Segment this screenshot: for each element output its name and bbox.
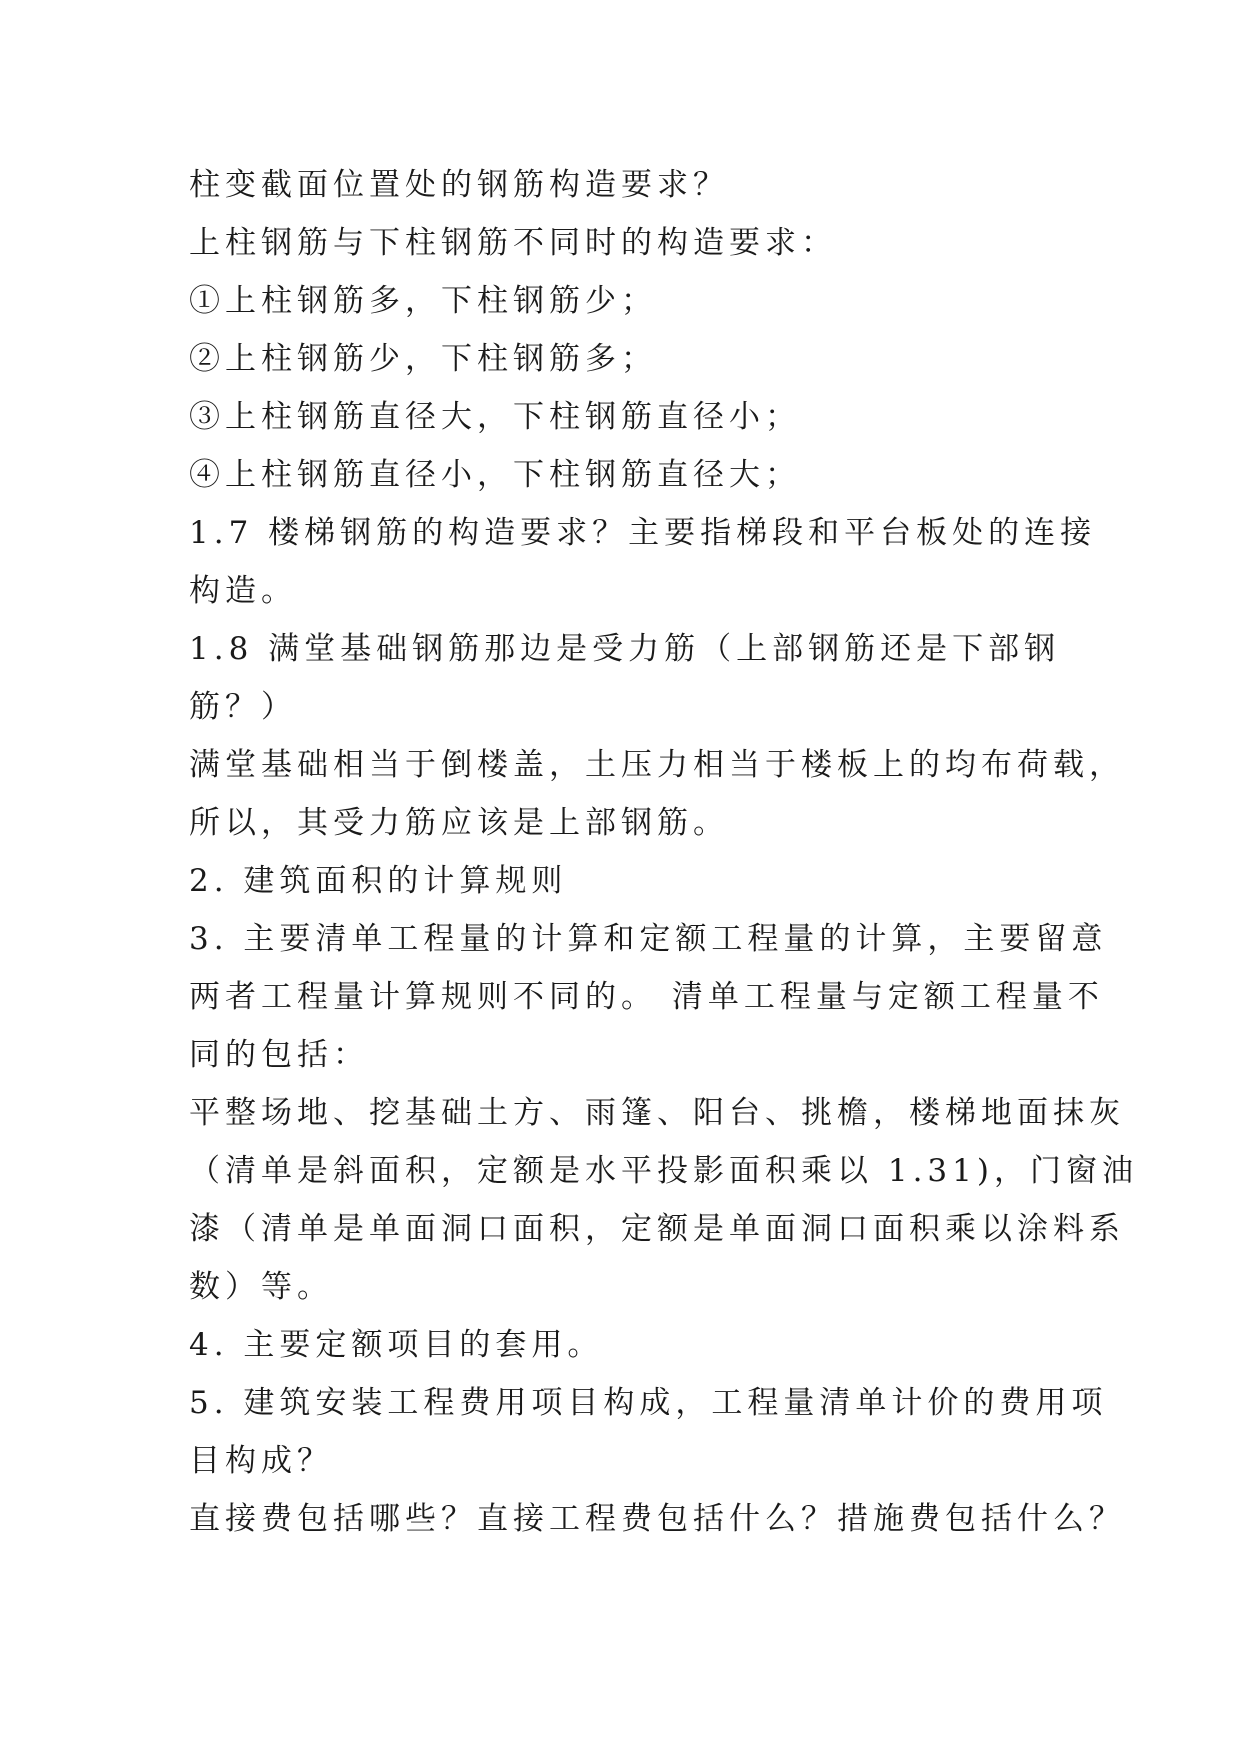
- text-line: 构造。: [189, 573, 297, 609]
- text-line: 柱变截面位置处的钢筋构造要求？: [189, 167, 729, 203]
- document-body: [189, 156, 1138, 1548]
- text-line: 满堂基础相当于倒楼盖，土压力相当于楼板上的均布荷载，: [189, 747, 1125, 783]
- text-line: （清单是斜面积，定额是水平投影面积乘以 1.31)，门窗油: [189, 1153, 1138, 1189]
- text-line: 数）等。: [189, 1269, 333, 1305]
- text-line: 所以，其受力筋应该是上部钢筋。: [189, 805, 729, 841]
- text-line: 上柱钢筋与下柱钢筋不同时的构造要求：: [189, 225, 837, 261]
- section-heading: 2. 建筑面积的计算规则: [189, 863, 568, 899]
- section-heading: 4. 主要定额项目的套用。: [189, 1327, 604, 1363]
- text-line: 两者工程量计算规则不同的。 清单工程量与定额工程量不: [189, 979, 1104, 1015]
- list-item: ①上柱钢筋多，下柱钢筋少；: [189, 283, 657, 319]
- text-line: 平整场地、挖基础土方、雨篷、阳台、挑檐，楼梯地面抹灰: [189, 1095, 1125, 1131]
- section-heading: 3. 主要清单工程量的计算和定额工程量的计算，主要留意: [189, 921, 1108, 957]
- list-item: ④上柱钢筋直径小，下柱钢筋直径大；: [189, 457, 801, 493]
- section-heading: 1.8 满堂基础钢筋那边是受力筋（上部钢筋还是下部钢: [189, 631, 1061, 667]
- text-line: 筋？）: [189, 689, 297, 725]
- section-heading: 1.7 楼梯钢筋的构造要求？主要指梯段和平台板处的连接: [189, 515, 1097, 551]
- list-item: ②上柱钢筋少，下柱钢筋多；: [189, 341, 657, 377]
- text-line: 漆（清单是单面洞口面积，定额是单面洞口面积乘以涂料系: [189, 1211, 1125, 1247]
- text-line: 同的包括：: [189, 1037, 369, 1073]
- text-line: 直接费包括哪些？直接工程费包括什么？措施费包括什么？: [189, 1501, 1125, 1537]
- text-line: 目构成？: [189, 1443, 333, 1479]
- section-heading: 5. 建筑安装工程费用项目构成，工程量清单计价的费用项: [189, 1385, 1108, 1421]
- list-item: ③上柱钢筋直径大，下柱钢筋直径小；: [189, 399, 801, 435]
